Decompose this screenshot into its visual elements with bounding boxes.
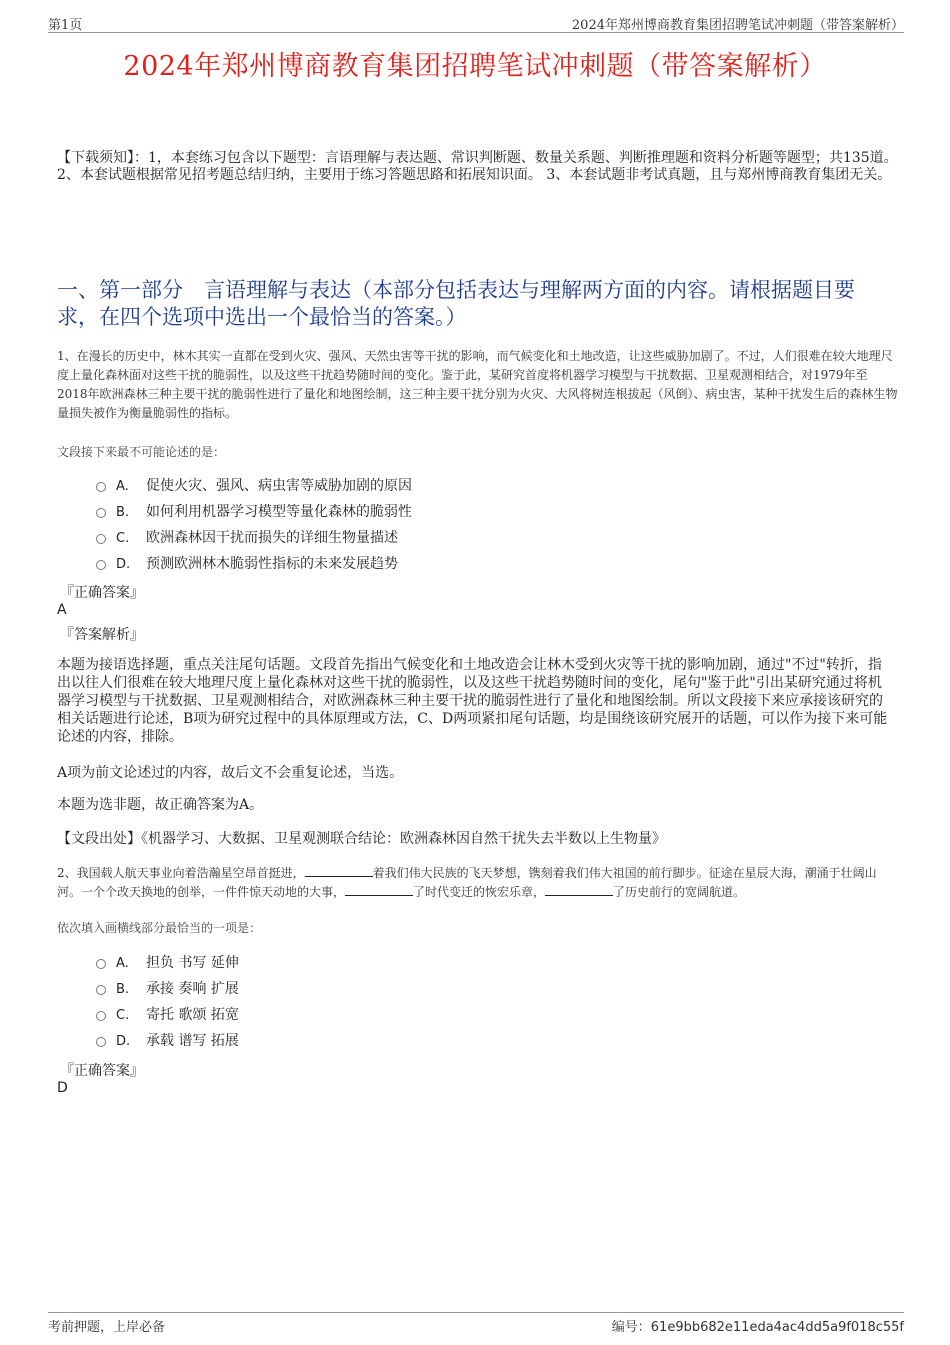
- radio-icon[interactable]: [96, 482, 106, 492]
- document-title: 2024年郑州博商教育集团招聘笔试冲刺题（带答案解析）: [123, 51, 827, 82]
- option-b[interactable]: B. 承接 奏响 扩展: [96, 976, 239, 1002]
- option-d[interactable]: D. 承载 谱写 拓展: [96, 1028, 239, 1054]
- correct-answer: A: [57, 602, 67, 618]
- correct-answer-label: 『正确答案』: [60, 1063, 144, 1079]
- page-number: 第1页: [48, 18, 83, 33]
- download-notice: 【下载须知】：1，本套练习包含以下题型：言语理解与表达题、常识判断题、数量关系题、判断推理题和资料分析题等题型；共135道。 2、本套试题根据常见招考题总结归纳，主要用于练习答题思路和拓展知识面。 3、本套试题非考试真题，且与郑州博商教育集团无关。: [57, 150, 898, 183]
- radio-icon[interactable]: [96, 1011, 106, 1021]
- page-footer: [48, 1312, 904, 1341]
- radio-icon[interactable]: [96, 959, 106, 969]
- correct-answer-label: 『正确答案』: [60, 585, 144, 601]
- blank-line: [305, 864, 373, 877]
- section-heading: 一、第一部分 言语理解与表达（本部分包括表达与理解两方面的内容。请根据题目要求，在四个选项中选出一个最恰当的答案。）: [57, 278, 855, 329]
- question-2-options: [96, 950, 239, 1054]
- page-header: [48, 12, 904, 33]
- blank-line: [345, 883, 413, 896]
- option-b[interactable]: B. 如何利用机器学习模型等量化森林的脆弱性: [96, 499, 412, 525]
- question-1-options: [96, 473, 412, 577]
- analysis-label: 『答案解析』: [60, 627, 144, 643]
- passage-source: 【文段出处】《机器学习、大数据、卫星观测联合结论：欧洲森林因自然干扰失去半数以上生物量》: [57, 831, 666, 847]
- option-a[interactable]: A. 担负 书写 延伸: [96, 950, 239, 976]
- option-d[interactable]: D. 预测欧洲林木脆弱性指标的未来发展趋势: [96, 551, 412, 577]
- correct-answer: D: [57, 1080, 68, 1096]
- option-a[interactable]: A. 促使火灾、强风、病虫害等威胁加剧的原因: [96, 473, 412, 499]
- radio-icon[interactable]: [96, 508, 106, 518]
- blank-line: [545, 883, 613, 896]
- header-doc-title: 2024年郑州博商教育集团招聘笔试冲刺题（带答案解析）: [571, 18, 904, 33]
- analysis-conclusion: A项为前文论述过的内容，故后文不会重复论述，当选。: [57, 765, 404, 781]
- question-1-text: 1、在漫长的历史中，林木其实一直都在受到火灾、强风、天然虫害等干扰的影响，而气候变化和土地改造，让这些威胁加剧了。不过，人们很难在较大地理尺度上量化森林面对这些干扰的脆弱性，以及这些干扰趋势随时间的变化。鉴于此，某研究首度将机器学习模型与干扰数据、卫星观测相结合，对1979年至2018年欧洲森林三种主要干扰的脆弱性进行了量化和地图绘制，这三种主要干扰分别为火灾、大风将树连根拔起（风倒）、病虫害，某种干扰发生后的森林生物量损失被作为衡量脆弱性的指标。: [57, 349, 898, 420]
- footer-slogan: 考前押题，上岸必备: [48, 1320, 166, 1335]
- radio-icon[interactable]: [96, 985, 106, 995]
- radio-icon[interactable]: [96, 1037, 106, 1047]
- option-c[interactable]: C. 欧洲森林因干扰而损失的详细生物量描述: [96, 525, 412, 551]
- question-1-prompt: 文段接下来最不可能论述的是：: [57, 445, 226, 459]
- radio-icon[interactable]: [96, 560, 106, 570]
- analysis-answer: 本题为选非题，故正确答案为A。: [57, 797, 264, 813]
- analysis-text: 本题为接语选择题，重点关注尾句话题。文段首先指出气候变化和土地改造会让林木受到火灾等干扰的影响加剧，通过"不过"转折，指出以往人们很难在较大地理尺度上量化森林对这些干扰的脆弱性，以及这些干扰趋势随时间的变化，尾句"鉴于此"引出某研究通过将机器学习模型与干扰数据、卫星观测相结合，对欧洲森林三种主要干扰的脆弱性进行了量化和地图绘制。所以文段接下来应承接该研究的相关话题进行论述，B项为研究过程中的具体原理或方法，C、D两项紧扣尾句话题，均是围绕该研究展开的话题，可以作为接下来可能论述的内容，排除。: [57, 657, 888, 745]
- footer-code: 编号：61e9bb682e11eda4ac4dd5a9f018c55f: [611, 1320, 904, 1335]
- question-2-prompt: 依次填入画横线部分最恰当的一项是：: [57, 921, 262, 935]
- radio-icon[interactable]: [96, 534, 106, 544]
- option-c[interactable]: C. 寄托 歌颂 拓宽: [96, 1002, 239, 1028]
- question-2-text: 2、我国载人航天事业向着浩瀚星空昂首挺进， 着我们伟大民族的飞天梦想，镌刻着我们伟大祖国的前行脚步。征途在星辰大海，潮涌于壮阔山河。一个个改天换地的创举，一件件惊天动地的大事， 了时代变迁的恢宏乐章， 了历史前行的宽阔航道。: [57, 866, 877, 899]
